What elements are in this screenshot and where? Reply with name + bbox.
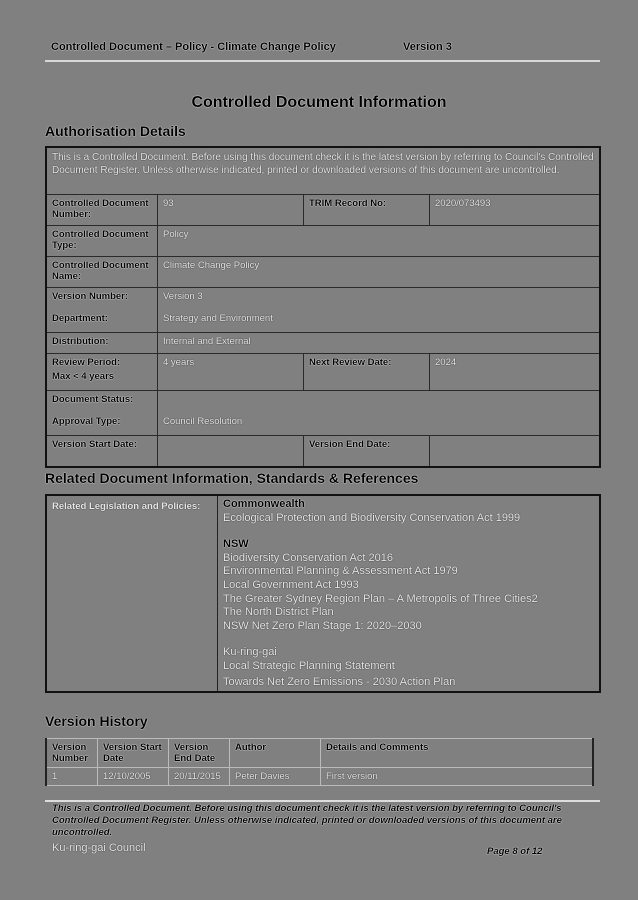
version-history-table <box>45 738 594 786</box>
doc-number-label: Controlled Document Number: <box>46 195 158 226</box>
approval-value: Council Resolution <box>158 413 601 436</box>
authorisation-heading: Authorisation Details <box>45 123 186 139</box>
related-label: Related Legislation and Policies: <box>46 495 218 692</box>
doc-name-value: Climate Change Policy <box>158 257 601 288</box>
related-heading: Related Document Information, Standards & References <box>45 470 419 486</box>
list-item: NSW Net Zero Plan Stage 1: 2020–2030 <box>223 619 422 632</box>
status-value <box>158 391 601 414</box>
list-item: Ecological Protection and Biodiversity Conservation Act 1999 <box>223 511 521 524</box>
doc-type-label: Controlled Document Type: <box>46 226 158 257</box>
col-end-date: Version End Date <box>169 739 230 768</box>
header-version: Version 3 <box>403 41 452 53</box>
col-start-date: Version Start Date <box>98 739 169 768</box>
next-review-label: Next Review Date: <box>304 354 430 391</box>
version-number-value: Version 3 <box>158 288 601 311</box>
distribution-value: Internal and External <box>158 333 601 354</box>
approval-label: Approval Type: <box>46 413 158 436</box>
distribution-label: Distribution: <box>46 333 158 354</box>
controlled-notice: This is a Controlled Document. Before using this document check it is the latest version by referring to Council's Controlled Document Register. Unless otherwise indicated, printed or downloaded versions of this document are uncontrolled. <box>46 147 600 195</box>
version-history-heading: Version History <box>45 713 148 729</box>
table-row <box>46 768 593 786</box>
cell-start: 12/10/2005 <box>98 768 169 786</box>
col-version-number: Version Number <box>46 739 98 768</box>
department-value: Strategy and Environment <box>158 310 601 333</box>
header-doc-title: Controlled Document – Policy - Climate Change Policy <box>51 41 336 53</box>
cell-end: 20/11/2015 <box>169 768 230 786</box>
trim-label: TRIM Record No: <box>304 195 430 226</box>
page-title: Controlled Document Information <box>191 94 447 111</box>
col-author: Author <box>230 739 321 768</box>
group-commonwealth: Commonwealth <box>223 498 305 510</box>
start-date-label: Version Start Date: <box>46 436 158 468</box>
doc-type-value: Policy <box>158 226 601 257</box>
related-table <box>45 494 601 693</box>
list-item: Environmental Planning & Assessment Act 1979 <box>223 565 458 578</box>
status-label: Document Status: <box>46 391 158 414</box>
list-item: The Greater Sydney Region Plan – A Metropolis of Three Cities2 <box>223 592 538 605</box>
list-item: Local Strategic Planning Statement <box>223 659 395 672</box>
department-label: Department: <box>46 310 158 333</box>
next-review-value: 2024 <box>430 354 601 391</box>
review-period-label <box>46 354 158 391</box>
doc-name-label: Controlled Document Name: <box>46 257 158 288</box>
cell-version: 1 <box>46 768 98 786</box>
col-details: Details and Comments <box>321 739 594 768</box>
footer-council: Ku-ring-gai Council <box>52 842 146 854</box>
end-date-value <box>430 436 601 468</box>
review-period-sub: Max < 4 years <box>52 371 115 382</box>
list-item: Biodiversity Conservation Act 2016 <box>223 551 393 564</box>
page-header <box>45 40 600 62</box>
cell-author: Peter Davies <box>230 768 321 786</box>
related-list <box>218 495 601 692</box>
cell-details: First version <box>321 768 594 786</box>
version-number-label: Version Number: <box>46 288 158 311</box>
end-date-label: Version End Date: <box>304 436 430 468</box>
footer-notice: This is a Controlled Document. Before using this document check it is the latest version by referring to Council's Controlled Document Register. Unless otherwise indicated, printed or downloaded versions of this document are uncontrolled. <box>52 803 562 838</box>
list-item: Local Government Act 1993 <box>223 578 359 591</box>
doc-number-value: 93 <box>158 195 304 226</box>
list-item: The North District Plan <box>223 606 334 619</box>
list-item: Towards Net Zero Emissions - 2030 Action Plan <box>223 675 456 688</box>
review-period-value: 4 years <box>158 354 304 391</box>
group-nsw: NSW <box>223 538 249 551</box>
review-period-label-text: Review Period: <box>52 357 121 368</box>
start-date-value <box>158 436 304 468</box>
trim-value: 2020/073493 <box>430 195 601 226</box>
authorisation-table <box>45 146 601 468</box>
footer-divider <box>45 800 600 802</box>
footer-page-number: Page 8 of 12 <box>487 846 543 857</box>
group-ku-ring-gai: Ku-ring-gai <box>223 646 277 659</box>
